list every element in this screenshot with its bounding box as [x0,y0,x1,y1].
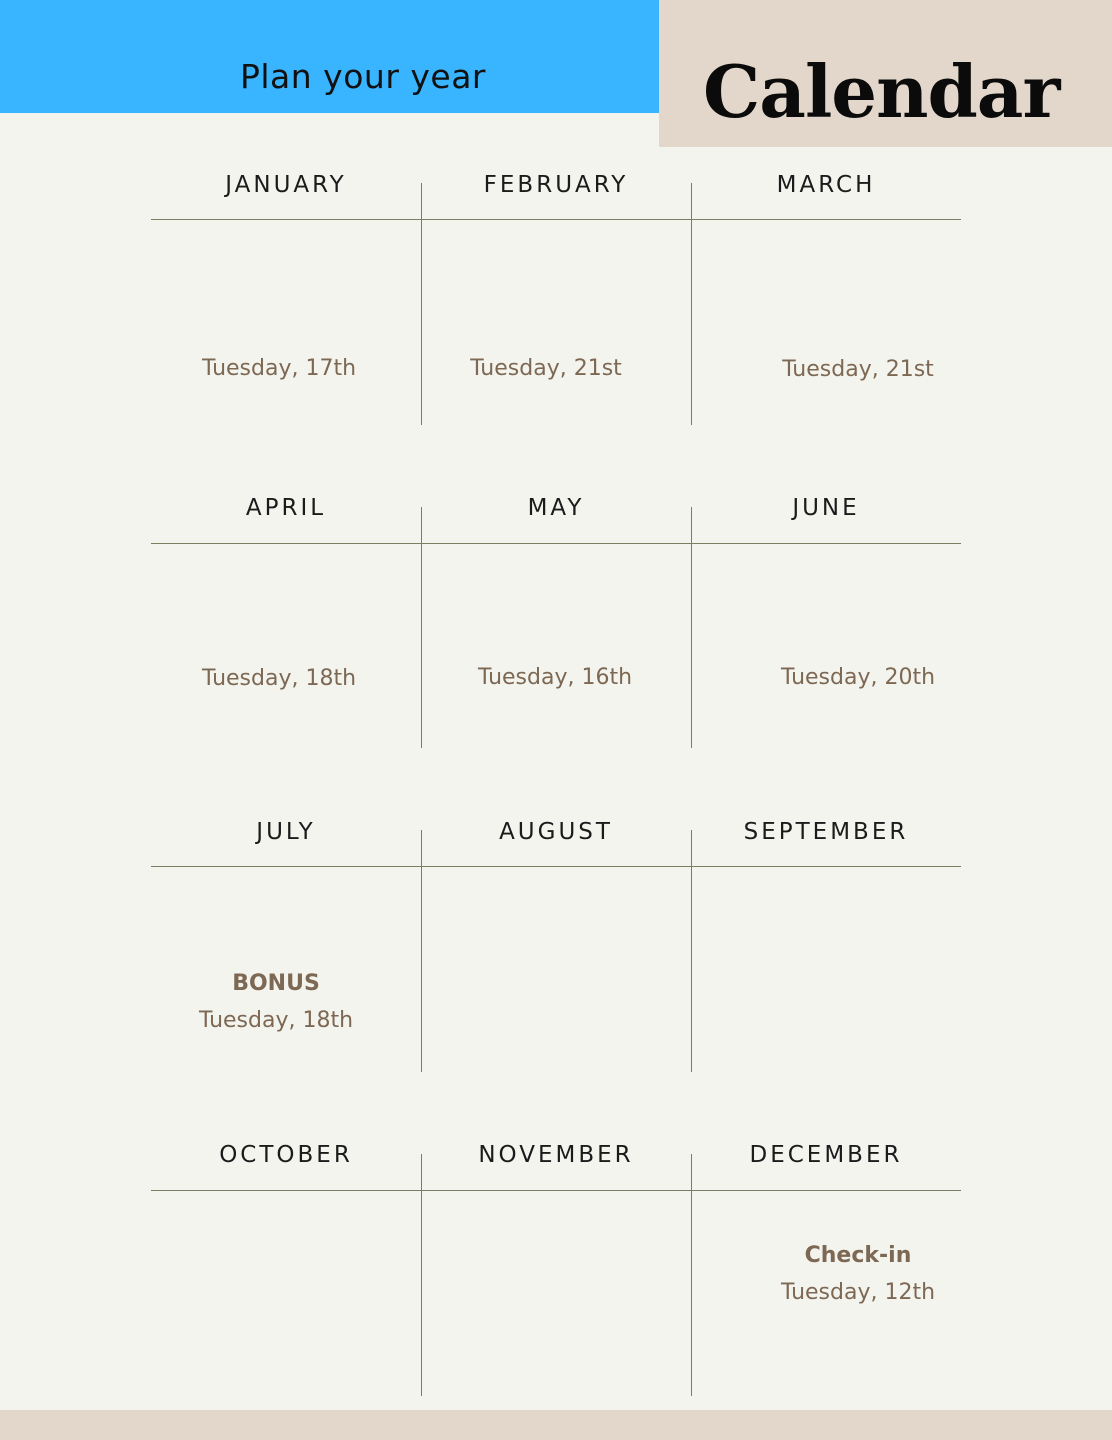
month-event [141,965,411,1039]
month-row-divider [151,1190,961,1191]
month-column-divider [421,1154,422,1396]
month-name: NOVEMBER [478,1142,634,1168]
month-name: OCTOBER [219,1142,353,1168]
month-name: JULY [256,819,316,845]
month-event [411,350,681,387]
month-row-divider [151,219,961,220]
footer-band [0,1410,1112,1440]
month-name: MARCH [776,172,876,198]
event-date: Tuesday, 16th [477,665,633,690]
month-name: DECEMBER [749,1142,903,1168]
month-name: JANUARY [225,172,347,198]
event-date: Tuesday, 21st [470,356,622,381]
event-date: Tuesday, 18th [198,1008,354,1033]
month-column-divider [421,507,422,748]
month-column-divider [691,1154,692,1396]
event-date: Tuesday, 12th [780,1280,936,1305]
month-event [144,660,414,697]
event-date: Tuesday, 20th [780,665,936,690]
month-column-divider [421,183,422,425]
event-label: BONUS [232,971,320,996]
month-column-divider [421,830,422,1072]
month-event [144,350,414,387]
month-event [723,1237,993,1311]
event-date: Tuesday, 21st [782,357,934,382]
event-date: Tuesday, 17th [201,356,357,381]
page-title: Calendar [703,49,1060,134]
month-row-divider [151,543,961,544]
month-name: MAY [527,495,585,521]
month-name: FEBRUARY [483,172,629,198]
month-column-divider [691,183,692,425]
event-date: Tuesday, 18th [201,666,357,691]
month-row-divider [151,866,961,867]
month-event [420,659,690,696]
month-event [723,659,993,696]
month-name: AUGUST [499,819,613,845]
month-column-divider [691,507,692,748]
month-name: APRIL [245,495,327,521]
month-event [723,351,993,388]
event-label: Check-in [804,1243,912,1268]
month-column-divider [691,830,692,1072]
page-subtitle: Plan your year [239,57,486,96]
month-name: JUNE [792,495,860,521]
month-name: SEPTEMBER [743,819,909,845]
